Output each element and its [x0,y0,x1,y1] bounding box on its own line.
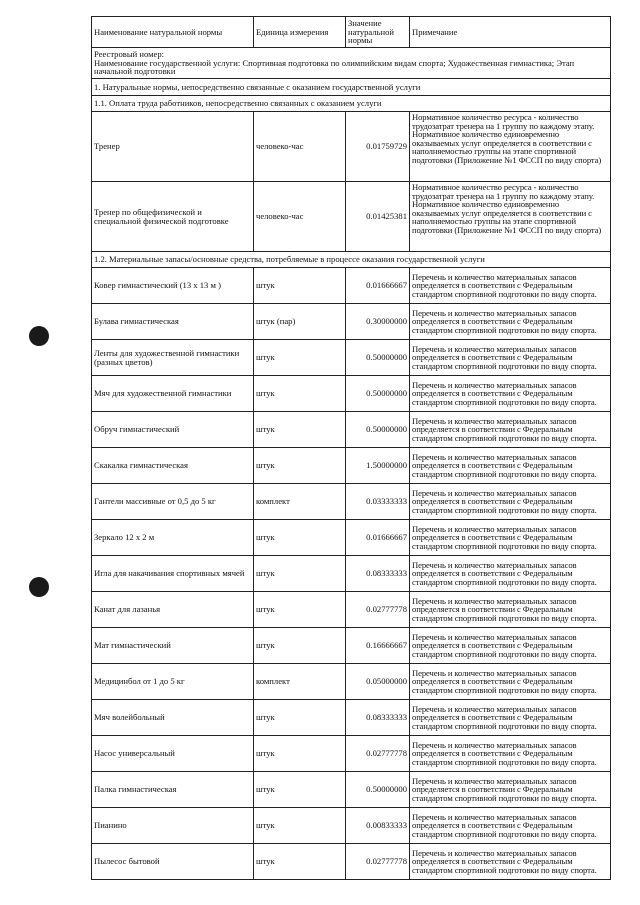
note-cell: Перечень и количество материальных запасов определяется в соответствии с Федеральным стандартом спортивной подготовки по виду спорта. [410,664,611,700]
registry-number: Реестровый номер: [94,49,165,60]
unit-cell: штук [254,448,346,484]
value-cell: 0.01759729 [346,112,410,182]
section-row [92,79,611,96]
norm-name-cell: Ковер гимнастический (13 х 13 м ) [92,268,254,304]
table-row [92,182,611,252]
value-cell: 0.08333333 [346,700,410,736]
unit-cell: штук [254,700,346,736]
unit-cell: штук [254,412,346,448]
unit-cell: штук [254,772,346,808]
table-row [92,700,611,736]
note-cell: Перечень и количество материальных запасов определяется в соответствии с Федеральным стандартом спортивной подготовки по виду спорта. [410,808,611,844]
table-row [92,772,611,808]
norm-name-cell: Игла для накачивания спортивных мячей [92,556,254,592]
norm-name-cell: Мяч для художественной гимнастики [92,376,254,412]
unit-cell: штук [254,340,346,376]
norm-name-cell: Мяч волейбольный [92,700,254,736]
note-cell: Перечень и количество материальных запасов определяется в соответствии с Федеральным стандартом спортивной подготовки по виду спорта. [410,268,611,304]
value-cell: 0.50000000 [346,772,410,808]
column-header-unit: Единица измерения [254,17,346,48]
value-cell: 0.03333333 [346,484,410,520]
note-cell: Перечень и количество материальных запасов определяется в соответствии с Федеральным стандартом спортивной подготовки по виду спорта. [410,700,611,736]
unit-cell: штук [254,268,346,304]
unit-cell: комплект [254,484,346,520]
value-cell: 0.50000000 [346,376,410,412]
table-row [92,628,611,664]
column-header-value: Значение натуральной нормы [346,17,410,48]
value-cell: 0.16666667 [346,628,410,664]
unit-cell: штук [254,844,346,880]
service-name: Наименование государственной услуги: Спортивная подготовка по олимпийским видам спорта; Художественная гимнастика; Этап начальной подготовки [94,57,575,77]
value-cell: 0.00833333 [346,808,410,844]
unit-cell: штук [254,556,346,592]
value-cell: 0.50000000 [346,412,410,448]
value-cell: 0.30000000 [346,304,410,340]
table-row [92,340,611,376]
unit-cell: штук (пар) [254,304,346,340]
norm-name-cell: Обруч гимнастический [92,412,254,448]
unit-cell: человеко-час [254,182,346,252]
norm-name-cell: Палка гимнастическая [92,772,254,808]
value-cell: 0.08333333 [346,556,410,592]
table-row [92,664,611,700]
note-cell: Перечень и количество материальных запасов определяется в соответствии с Федеральным стандартом спортивной подготовки по виду спорта. [410,448,611,484]
unit-cell: штук [254,520,346,556]
section-title: 1. Натуральные нормы, непосредственно связанные с оказанием государственной услуги [92,79,611,96]
note-cell: Нормативное количество ресурса - количество трудозатрат тренера на 1 группу по каждому этапу. Нормативное количество единовременно оказываемых услуг определяется в соответствии с наполняемостью группы на этапе спортивной подготовки (Приложение №1 ФССП по виду спорта) [410,182,611,252]
note-cell: Перечень и количество материальных запасов определяется в соответствии с Федеральным стандартом спортивной подготовки по виду спорта. [410,628,611,664]
unit-cell: штук [254,376,346,412]
table-row [92,484,611,520]
unit-cell: штук [254,736,346,772]
note-cell: Нормативное количество ресурса - количество трудозатрат тренера на 1 группу по каждому этапу. Нормативное количество единовременно оказываемых услуг определяется в соответствии с наполняемостью группы на этапе спортивной подготовки (Приложение №1 ФССП по виду спорта) [410,112,611,182]
note-cell: Перечень и количество материальных запасов определяется в соответствии с Федеральным стандартом спортивной подготовки по виду спорта. [410,484,611,520]
subsection-row [92,96,611,112]
table-row [92,268,611,304]
norm-name-cell: Тренер [92,112,254,182]
subsection-title-labor: 1.1. Оплата труда работников, непосредственно связанных с оказанием услуги [92,96,611,112]
value-cell: 0.01425381 [346,182,410,252]
registry-cell [92,48,611,79]
norm-name-cell: Скакалка гимнастическая [92,448,254,484]
column-header-note: Примечание [410,17,611,48]
table-row [92,520,611,556]
table-header-row [92,17,611,48]
subsection-row [92,252,611,268]
table-row [92,448,611,484]
norm-name-cell: Пианино [92,808,254,844]
table-row [92,304,611,340]
note-cell: Перечень и количество материальных запасов определяется в соответствии с Федеральным стандартом спортивной подготовки по виду спорта. [410,304,611,340]
unit-cell: штук [254,628,346,664]
column-header-name: Наименование натуральной нормы [92,17,254,48]
norm-name-cell: Ленты для художественной гимнастики (разных цветов) [92,340,254,376]
subsection-title-materials: 1.2. Материальные запасы/основные средства, потребляемые в процессе оказания государственной услуги [92,252,611,268]
norm-name-cell: Насос универсальный [92,736,254,772]
table-row [92,736,611,772]
table-row [92,556,611,592]
registry-row [92,48,611,79]
table-row [92,844,611,880]
value-cell: 0.01666667 [346,520,410,556]
table-row [92,592,611,628]
unit-cell: человеко-час [254,112,346,182]
value-cell: 0.01666667 [346,268,410,304]
punch-hole-top [29,326,49,346]
norm-name-cell: Гантели массивные от 0,5 до 5 кг [92,484,254,520]
norm-name-cell: Зеркало 12 х 2 м [92,520,254,556]
note-cell: Перечень и количество материальных запасов определяется в соответствии с Федеральным стандартом спортивной подготовки по виду спорта. [410,556,611,592]
unit-cell: комплект [254,664,346,700]
norm-name-cell: Мат гимнастический [92,628,254,664]
note-cell: Перечень и количество материальных запасов определяется в соответствии с Федеральным стандартом спортивной подготовки по виду спорта. [410,592,611,628]
note-cell: Перечень и количество материальных запасов определяется в соответствии с Федеральным стандартом спортивной подготовки по виду спорта. [410,520,611,556]
table-row [92,412,611,448]
norm-name-cell: Булава гимнастическая [92,304,254,340]
note-cell: Перечень и количество материальных запасов определяется в соответствии с Федеральным стандартом спортивной подготовки по виду спорта. [410,412,611,448]
unit-cell: штук [254,592,346,628]
norm-name-cell: Пылесос бытовой [92,844,254,880]
note-cell: Перечень и количество материальных запасов определяется в соответствии с Федеральным стандартом спортивной подготовки по виду спорта. [410,772,611,808]
value-cell: 0.50000000 [346,340,410,376]
table-row [92,808,611,844]
note-cell: Перечень и количество материальных запасов определяется в соответствии с Федеральным стандартом спортивной подготовки по виду спорта. [410,844,611,880]
table-row [92,112,611,182]
note-cell: Перечень и количество материальных запасов определяется в соответствии с Федеральным стандартом спортивной подготовки по виду спорта. [410,736,611,772]
punch-hole-bottom [29,577,49,597]
value-cell: 0.05000000 [346,664,410,700]
value-cell: 1.50000000 [346,448,410,484]
table-row [92,376,611,412]
norms-table [91,16,611,880]
unit-cell: штук [254,808,346,844]
note-cell: Перечень и количество материальных запасов определяется в соответствии с Федеральным стандартом спортивной подготовки по виду спорта. [410,376,611,412]
note-cell: Перечень и количество материальных запасов определяется в соответствии с Федеральным стандартом спортивной подготовки по виду спорта. [410,340,611,376]
value-cell: 0.02777778 [346,592,410,628]
norm-name-cell: Канат для лазанья [92,592,254,628]
norm-name-cell: Медицинбол от 1 до 5 кг [92,664,254,700]
value-cell: 0.02777778 [346,844,410,880]
norm-name-cell: Тренер по общефизической и специальной физической подготовке [92,182,254,252]
value-cell: 0.02777778 [346,736,410,772]
